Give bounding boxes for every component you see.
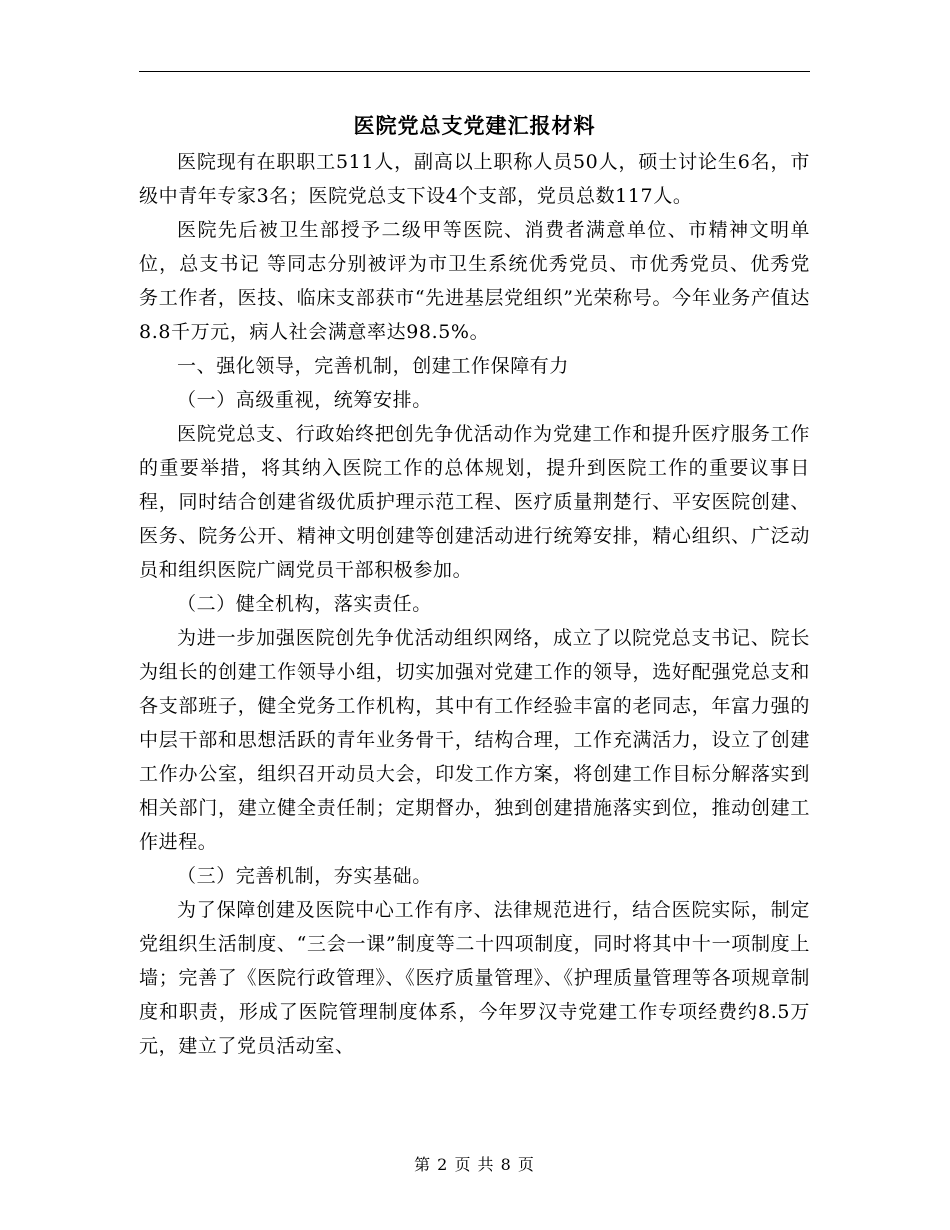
paragraph-organization: 为进一步加强医院创先争优活动组织网络，成立了以院党总支书记、院长为组长的创建工作领导小组，切实加强对党建工作的领导，选好配强党总支和各支部班子，健全党务工作机构，其中有工作经验丰富的老同志，年富力强的中层干部和思想活跃的青年业务骨干，结构合理，工作充满活力，设立了创建工作办公室，组织召开动员大会，印发工作方案，将创建工作目标分解落实到相关部门，建立健全责任制；定期督办，独到创建措施落实到位，推动创建工作进程。: [139, 627, 810, 853]
paragraph-mechanism: 为了保障创建及医院中心工作有序、法律规范进行，结合医院实际，制定党组织生活制度、“三会一课”制度等二十四项制度，同时将其中十一项制度上墙；完善了《医院行政管理》、《医疗质量管理》、《护理质量管理等各项规章制度和职责，形成了医院管理制度体系，今年罗汉寺党建工作专项经费约8.5万元，建立了党员活动室、: [139, 899, 810, 1057]
page-number: 第 2 页 共 8 页: [414, 1155, 535, 1174]
header-rule: [139, 71, 810, 72]
subsection-heading-1: （一）高级重视，统筹安排。: [177, 389, 432, 411]
subsection-heading-2: （二）健全机构，落实责任。: [177, 593, 432, 615]
paragraph-honors: 医院先后被卫生部授予二级甲等医院、消费者满意单位、市精神文明单位，总支书记 等同志分别被评为市卫生系统优秀党员、市优秀党员、优秀党务工作者，医技、临床支部获市“先进基层党组织”光荣称号。今年业务产值达8.8千万元，病人社会满意率达98.5%。: [139, 219, 810, 343]
section-heading-1: 一、强化领导，完善机制，创建工作保障有力: [177, 355, 570, 377]
document-title: 医院党总支党建汇报材料: [353, 113, 596, 138]
document-body: [139, 145, 810, 1063]
paragraph-leadership: 医院党总支、行政始终把创先争优活动作为党建工作和提升医疗服务工作的重要举措，将其纳入医院工作的总体规划，提升到医院工作的重要议事日程，同时结合创建省级优质护理示范工程、医疗质量荆楚行、平安医院创建、医务、院务公开、精神文明创建等创建活动进行统筹安排，精心组织、广泛动员和组织医院广阔党员干部积极参加。: [139, 423, 810, 581]
subsection-heading-3: （三）完善机制，夯实基础。: [177, 865, 432, 887]
paragraph-staff-overview: 医院现有在职职工511人，副高以上职称人员50人，硕士讨论生6名，市级中青年专家3名；医院党总支下设4个支部，党员总数117人。: [139, 151, 810, 207]
